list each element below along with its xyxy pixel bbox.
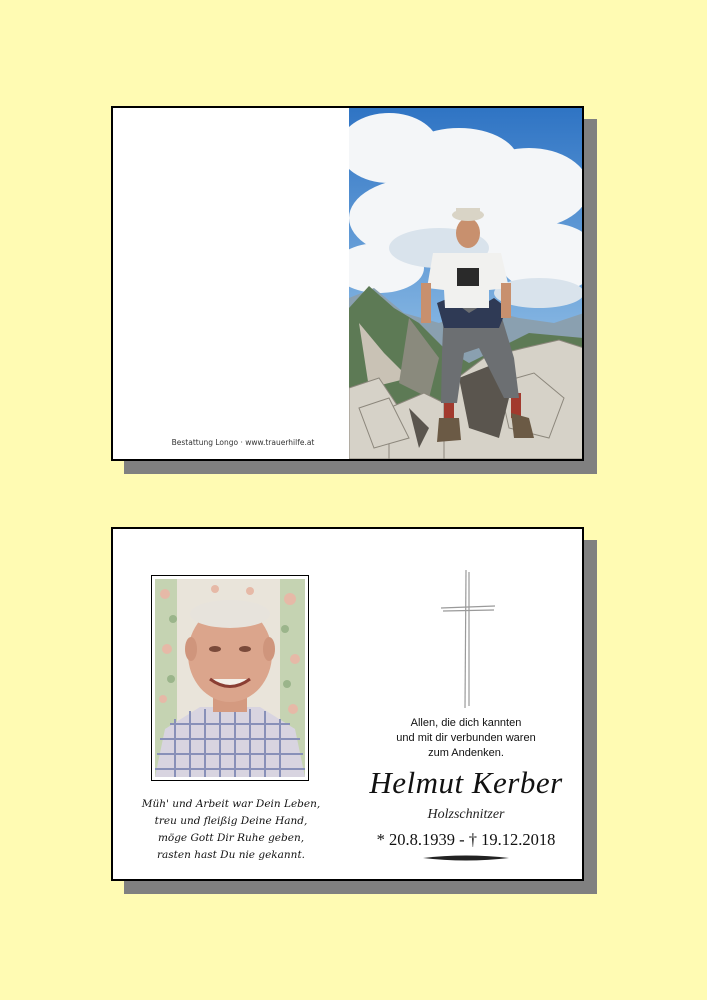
divider-ornament (423, 854, 509, 862)
deceased-profession: Holzschnitzer (427, 807, 505, 822)
dedication-text (361, 716, 571, 761)
poem-line: rasten hast Du nie gekannt. (157, 849, 305, 861)
portrait-photo (155, 579, 305, 777)
poem-line: möge Gott Dir Ruhe geben, (157, 832, 305, 844)
life-dates: * 20.8.1939 - † 19.12.2018 (376, 830, 556, 849)
dedication-line: zum Andenken. (428, 747, 504, 759)
cross-icon (438, 570, 498, 710)
mountain-summit-photo (349, 108, 584, 459)
poem-line: treu und fleißig Deine Hand, (154, 815, 308, 827)
deceased-name: Helmut Kerber (369, 765, 563, 800)
poem-line: Müh' und Arbeit war Dein Leben, (141, 798, 321, 810)
memorial-poem (133, 796, 329, 864)
dedication-line: und mit dir verbunden waren (396, 732, 536, 744)
portrait-photo-frame (151, 575, 309, 781)
funeral-home-credit: Bestattung Longo · www.trauerhilfe.at (171, 438, 315, 447)
memorial-card-front (111, 106, 584, 461)
memorial-card-inside (111, 527, 584, 881)
dedication-line: Allen, die dich kannten (410, 717, 522, 729)
